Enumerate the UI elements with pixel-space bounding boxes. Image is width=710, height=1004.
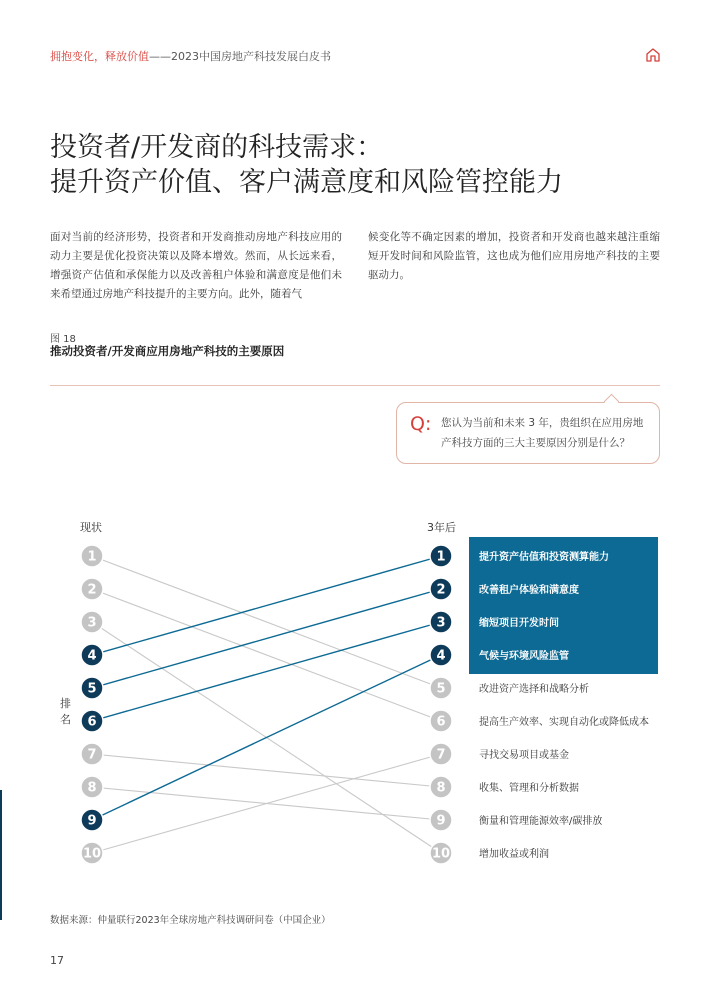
reason-label: 气候与环境风险监管 bbox=[479, 651, 569, 662]
connector-line bbox=[92, 556, 441, 688]
rank-axis-label: 排名 bbox=[60, 697, 71, 726]
future-rank-node bbox=[430, 677, 452, 699]
reason-label: 提高生产效率、实现自动化或降低成本 bbox=[479, 717, 649, 728]
future-rank-number: 7 bbox=[436, 747, 446, 763]
current-rank-node bbox=[81, 611, 103, 633]
connector-line bbox=[92, 787, 441, 820]
connector-line bbox=[92, 655, 441, 820]
reason-label: 改善租户体验和满意度 bbox=[479, 585, 579, 596]
future-rank-node bbox=[430, 578, 452, 600]
current-rank-number: 8 bbox=[87, 780, 97, 796]
reason-label: 缩短项目开发时间 bbox=[479, 618, 559, 629]
future-column-label: 3年后 bbox=[427, 521, 456, 534]
current-rank-number: 9 bbox=[87, 813, 97, 829]
future-rank-node bbox=[430, 776, 452, 798]
current-rank-node bbox=[81, 644, 103, 666]
connector-line bbox=[92, 556, 441, 655]
reason-label: 寻找交易项目或基金 bbox=[479, 750, 569, 761]
header-rest: ——2023中国房地产科技发展白皮书 bbox=[149, 50, 331, 63]
current-rank-node bbox=[81, 743, 103, 765]
future-rank-number: 5 bbox=[436, 681, 446, 697]
page-number: 17 bbox=[50, 954, 64, 967]
reason-label: 收集、管理和分析数据 bbox=[479, 783, 579, 794]
current-rank-number: 2 bbox=[87, 582, 97, 598]
current-rank-node bbox=[81, 809, 103, 831]
connector-line bbox=[92, 622, 441, 721]
current-rank-number: 4 bbox=[87, 648, 97, 664]
figure-title: 推动投资者/开发商应用房地产科技的主要原因 bbox=[50, 344, 285, 358]
future-rank-number: 10 bbox=[431, 846, 451, 862]
reason-label: 提升资产估值和投资测算能力 bbox=[479, 552, 609, 563]
current-rank-number: 3 bbox=[87, 615, 97, 631]
current-rank-node bbox=[81, 578, 103, 600]
future-rank-node bbox=[430, 611, 452, 633]
current-rank-number: 10 bbox=[82, 846, 102, 862]
future-rank-number: 9 bbox=[436, 813, 446, 829]
reason-label: 改进资产选择和战略分析 bbox=[479, 684, 589, 695]
connector-line bbox=[92, 754, 441, 787]
question-text: 您认为当前和未来 3 年，贵组织在应用房地产科技方面的三大主要原因分别是什么？ bbox=[441, 417, 644, 449]
current-rank-number: 5 bbox=[87, 681, 97, 697]
title-line-1: 投资者/开发商的科技需求： bbox=[50, 132, 384, 163]
future-rank-node bbox=[430, 644, 452, 666]
figure-number: 图 18 bbox=[50, 334, 76, 345]
future-rank-node bbox=[430, 743, 452, 765]
current-column-label: 现状 bbox=[80, 521, 102, 534]
question-mark: Q: bbox=[410, 413, 432, 435]
future-rank-node bbox=[430, 710, 452, 732]
current-rank-number: 1 bbox=[87, 549, 97, 565]
body-column-2: 候变化等不确定因素的增加，投资者和开发商也越来越注重缩短开发时间和风险监管，这也成为他们应用房地产科技的主要驱动力。 bbox=[368, 231, 660, 281]
current-rank-node bbox=[81, 710, 103, 732]
data-source: 数据来源：仲量联行2023年全球房地产科技调研问卷（中国企业） bbox=[50, 915, 331, 926]
reason-label: 衡量和管理能源效率/碳排放 bbox=[479, 816, 603, 827]
future-rank-number: 3 bbox=[436, 615, 446, 631]
future-rank-number: 6 bbox=[436, 714, 446, 730]
body-column-1: 面对当前的经济形势，投资者和开发商推动房地产科技应用的动力主要是优化投资决策以及降本增效。然而，从长远来看，增强资产估值和承保能力以及改善租户体验和满意度是他们未来希望通过房地产科技提升的主要方向。此外，随着气 bbox=[50, 231, 342, 300]
future-rank-number: 1 bbox=[436, 549, 446, 565]
future-rank-number: 8 bbox=[436, 780, 446, 796]
title-line-2: 提升资产价值、客户满意度和风险管控能力 bbox=[50, 167, 563, 198]
connector-lines bbox=[92, 556, 441, 853]
future-rank-number: 2 bbox=[436, 582, 446, 598]
current-rank-number: 6 bbox=[87, 714, 97, 730]
connector-line bbox=[92, 589, 441, 688]
future-rank-node bbox=[430, 545, 452, 567]
future-rank-number: 4 bbox=[436, 648, 446, 664]
current-rank-node bbox=[81, 677, 103, 699]
current-rank-number: 7 bbox=[87, 747, 97, 763]
current-rank-node bbox=[81, 545, 103, 567]
reason-label: 增加收益或利润 bbox=[479, 849, 549, 860]
current-rank-node bbox=[81, 776, 103, 798]
edge-bar bbox=[0, 790, 2, 920]
current-rank-node bbox=[81, 842, 103, 864]
header-highlight: 拥抱变化，释放价值 bbox=[50, 50, 149, 63]
future-rank-node bbox=[430, 809, 452, 831]
connector-line bbox=[92, 589, 441, 721]
future-rank-node bbox=[430, 842, 452, 864]
